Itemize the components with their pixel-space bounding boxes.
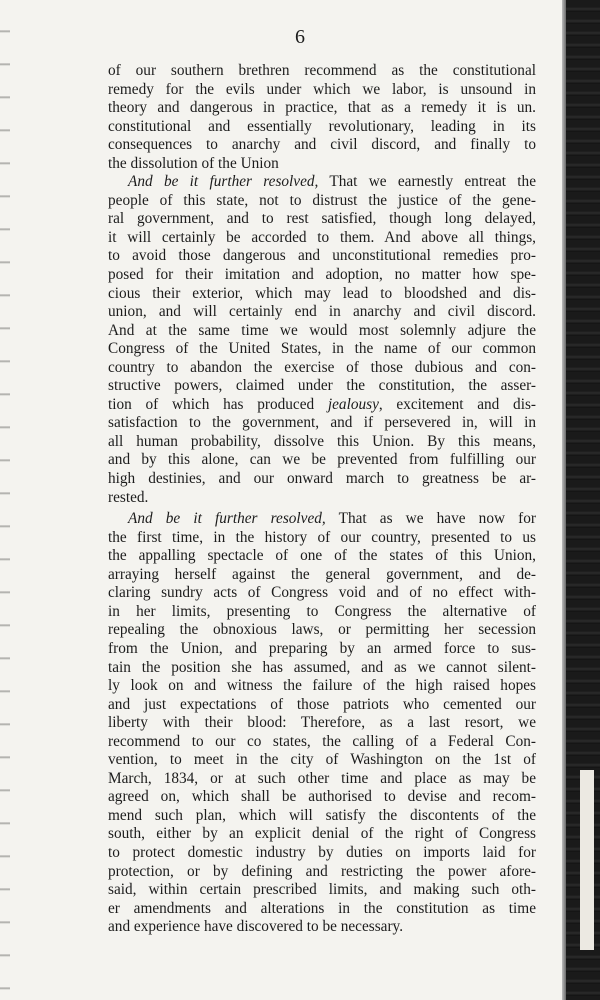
text-line: to avoid those dangerous and unconstitutional remedies pro- xyxy=(108,247,536,265)
text-line: Congress of the United States, in the name of our common xyxy=(108,340,536,358)
resolution-lead: And be it further resolved, xyxy=(128,510,326,528)
text-line: union, and will certainly end in anarchy and civil discord. xyxy=(108,303,536,321)
page-number: 6 xyxy=(295,26,305,48)
text-line: in her limits, presenting to Congress the alternative of xyxy=(108,602,536,620)
text-line: structive powers, claimed under the constitution, the asser- xyxy=(108,377,536,395)
text-line: ral government, and to rest satisfied, though long delayed, xyxy=(108,210,536,228)
text-line: of our southern brethren recommend as the constitutional xyxy=(108,62,536,79)
text-line: March, 1834, or at such other time and place as may be xyxy=(108,769,536,787)
body-text xyxy=(108,62,536,937)
adjacent-page-fragment xyxy=(580,770,594,950)
resolution-opening-line: And be it further resolved, That we earnestly entreat the xyxy=(128,173,536,191)
text-line: said, within certain prescribed limits, and making such oth- xyxy=(108,881,536,899)
text-line: recommend to our co states, the calling of a Federal Con- xyxy=(108,732,536,750)
text-line: cious their exterior, which may lead to bloodshed and dis- xyxy=(108,284,536,302)
text-line: tain the position she has assumed, and as we cannot silent- xyxy=(108,658,536,676)
text-line: people of this state, not to distrust the justice of the gene- xyxy=(108,191,536,209)
text-line: er amendments and alterations in the constitution as time xyxy=(108,899,536,917)
text-line: theory and dangerous in practice, that as a remedy it is un. xyxy=(108,99,536,117)
text-line: the dissolution of the Union xyxy=(108,154,279,172)
text-line: consequences to anarchy and civil discord, and finally to xyxy=(108,136,536,154)
text-line: it will certainly be accorded to them. And above all things, xyxy=(108,228,536,246)
text-line: claring sundry acts of Congress void and of no effect with- xyxy=(108,584,536,602)
text-line: constitutional and essentially revolutionary, leading in its xyxy=(108,117,536,135)
text-line: agreed on, which shall be authorised to devise and recom- xyxy=(108,788,536,806)
text-line: country to abandon the exercise of those dubious and con- xyxy=(108,358,536,376)
text-line: south, either by an explicit denial of the right of Congress xyxy=(108,825,536,843)
text-line: high destinies, and our onward march to greatness be ar- xyxy=(108,470,536,488)
text-line: mend such plan, which will satisfy the discontents of the xyxy=(108,806,536,824)
text-line: and by this alone, can we be prevented from fulfilling our xyxy=(108,451,536,469)
emphasized-word: jealousy xyxy=(327,395,379,413)
text-line: rested. xyxy=(108,488,149,506)
text-line: to protect domestic industry by duties on imports laid for xyxy=(108,843,536,861)
text-line: remedy for the evils under which we labor, is unsound in xyxy=(108,80,536,98)
text-line: protection, or by defining and restricting the power afore- xyxy=(108,862,536,880)
text-line: satisfaction to the government, and if persevered in, will in xyxy=(108,414,536,432)
text-line: all human probability, dissolve this Union. By this means, xyxy=(108,432,536,450)
text-line: ly look on and witness the failure of the high raised hopes xyxy=(108,677,536,695)
text-line: the first time, in the history of our country, presented to us xyxy=(108,528,536,546)
text-line: tion of which has produced jealousy, excitement and dis- xyxy=(108,395,536,413)
text-line: and experience have discovered to be necessary. xyxy=(108,918,404,936)
text-line: and just expectations of those patriots who cemented our xyxy=(108,695,536,713)
resolution-opening-line: And be it further resolved, That as we have now for xyxy=(128,510,536,528)
text-line: And at the same time we would most solemnly adjure the xyxy=(108,321,536,339)
text-line: liberty with their blood: Therefore, as a last resort, we xyxy=(108,714,536,732)
text-line: from the Union, and preparing by an armed force to sus- xyxy=(108,639,536,657)
text-line: the appalling spectacle of one of the states of this Union, xyxy=(108,547,536,565)
resolution-lead: And be it further resolved, xyxy=(128,173,319,191)
text-line: repealing the obnoxious laws, or permitting her secession xyxy=(108,621,536,639)
text-line: vention, to meet in the city of Washington on the 1st of xyxy=(108,751,536,769)
text-line: arraying herself against the general government, and de- xyxy=(108,565,536,583)
binding-margin xyxy=(0,0,10,1000)
text-line: posed for their imitation and adoption, no matter how spe- xyxy=(108,266,536,284)
